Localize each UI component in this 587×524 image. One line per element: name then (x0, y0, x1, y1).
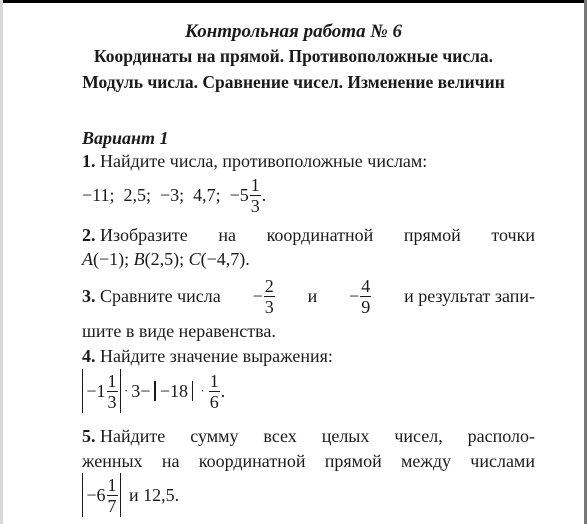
task-5-fraction (107, 476, 118, 515)
task-4-number: 4. (82, 346, 96, 366)
mixed-number-whole: −1 (86, 381, 106, 401)
fraction-denominator: 9 (361, 296, 371, 317)
abs-bar-left (82, 369, 83, 413)
task-2-word: координатной (266, 225, 374, 245)
task-1-prompt: Найдите числа, противоположные числам: (100, 151, 428, 171)
task-3-prompt: Сравните числа (100, 286, 221, 306)
task-4-fraction-2 (209, 372, 220, 411)
task-5-tail: и 12,5. (128, 485, 180, 505)
task-2-word: точки (491, 225, 535, 245)
point-c-label: C (188, 249, 201, 269)
point-c-value: (−4,7). (200, 249, 250, 269)
task-5-word: чисел, (394, 426, 443, 446)
point-b-label: B (133, 249, 145, 269)
task-5-word: женных (82, 451, 143, 471)
task-5-line-1 (82, 425, 535, 447)
abs-bar-right (120, 473, 121, 517)
task-1-end: . (261, 185, 267, 205)
task-3-fraction-2 (360, 277, 371, 316)
task-1-number-list: −11; 2,5; −3; 4,7; −5 (82, 185, 249, 205)
test-title: Контрольная работа № 6 (185, 21, 402, 42)
task-5-word: на (161, 451, 180, 471)
abs-bar-left (154, 381, 155, 401)
point-b-value: (2,5); (144, 249, 185, 269)
point-a-label: A (82, 249, 93, 269)
multiply-dot: · (200, 383, 205, 398)
fraction-denominator: 3 (107, 391, 117, 412)
fraction-numerator: 2 (264, 275, 274, 296)
task-1-text (82, 150, 427, 172)
task-5-word: координатной (198, 451, 306, 471)
task-5-word: располо- (467, 426, 535, 446)
task-2-word: Изобразите (100, 225, 188, 245)
fraction-numerator: 1 (107, 474, 117, 495)
fraction-numerator: 1 (250, 174, 260, 195)
fraction-numerator: 4 (361, 275, 371, 296)
abs-bar-right (192, 381, 193, 401)
task-5-word: между (401, 451, 451, 471)
task-4-operand: 3− (131, 381, 151, 401)
task-1-number: 1. (82, 151, 96, 171)
task-5-word: прямой (324, 451, 382, 471)
fraction-denominator: 3 (250, 195, 260, 216)
mixed-number-whole: −6 (86, 485, 106, 505)
task-2-word: на (218, 225, 236, 245)
task-5-number: 5. (82, 426, 96, 446)
abs-bar-right (120, 369, 121, 413)
task-3-line-2: шите в виде неравенства. (82, 321, 276, 341)
multiply-dot: · (123, 383, 129, 398)
fraction-denominator: 6 (209, 391, 219, 412)
task-3-tail: и результат запи- (404, 286, 535, 306)
abs-value: −18 (159, 381, 188, 401)
topic-line-2: Модуль числа. Сравнение чисел. Изменение величин (82, 72, 505, 92)
fraction-numerator: 1 (209, 370, 219, 391)
task-5-expression (82, 472, 179, 518)
task-2-number: 2. (82, 225, 96, 245)
minus-sign: − (349, 286, 360, 306)
point-a-value: (−1); (93, 249, 130, 269)
task-5-word: Найдите (100, 426, 166, 446)
task-4-expression (82, 368, 225, 414)
task-5-line-2 (82, 450, 535, 472)
task-2-line-1 (82, 224, 535, 246)
task-4-text (82, 345, 333, 367)
task-4-end: . (220, 381, 226, 401)
task-2-line-2 (82, 248, 250, 270)
variant-heading: Вариант 1 (82, 128, 169, 148)
task-3-line-1 (82, 274, 535, 318)
task-1-numbers (82, 174, 266, 216)
task-5-word: сумму (190, 426, 239, 446)
task-5-word: числами (470, 451, 535, 471)
top-border (0, 0, 587, 3)
task-5-word: всех (263, 426, 297, 446)
task-4-prompt: Найдите значение выражения: (100, 346, 333, 366)
topic-line-1: Координаты на прямой. Противоположные числа. (93, 46, 494, 66)
fraction-numerator: 1 (107, 370, 117, 391)
task-2-word: прямой (403, 225, 461, 245)
minus-sign: − (252, 286, 263, 306)
task-3-number: 3. (82, 286, 96, 306)
task-3-and: и (307, 286, 318, 306)
task-1-fraction (250, 176, 261, 215)
task-4-fraction-1 (107, 372, 118, 411)
fraction-denominator: 7 (107, 495, 117, 516)
task-3-fraction-1 (264, 277, 275, 316)
abs-bar-left (82, 473, 83, 517)
task-5-word: целых (321, 426, 370, 446)
fraction-denominator: 3 (264, 296, 274, 317)
